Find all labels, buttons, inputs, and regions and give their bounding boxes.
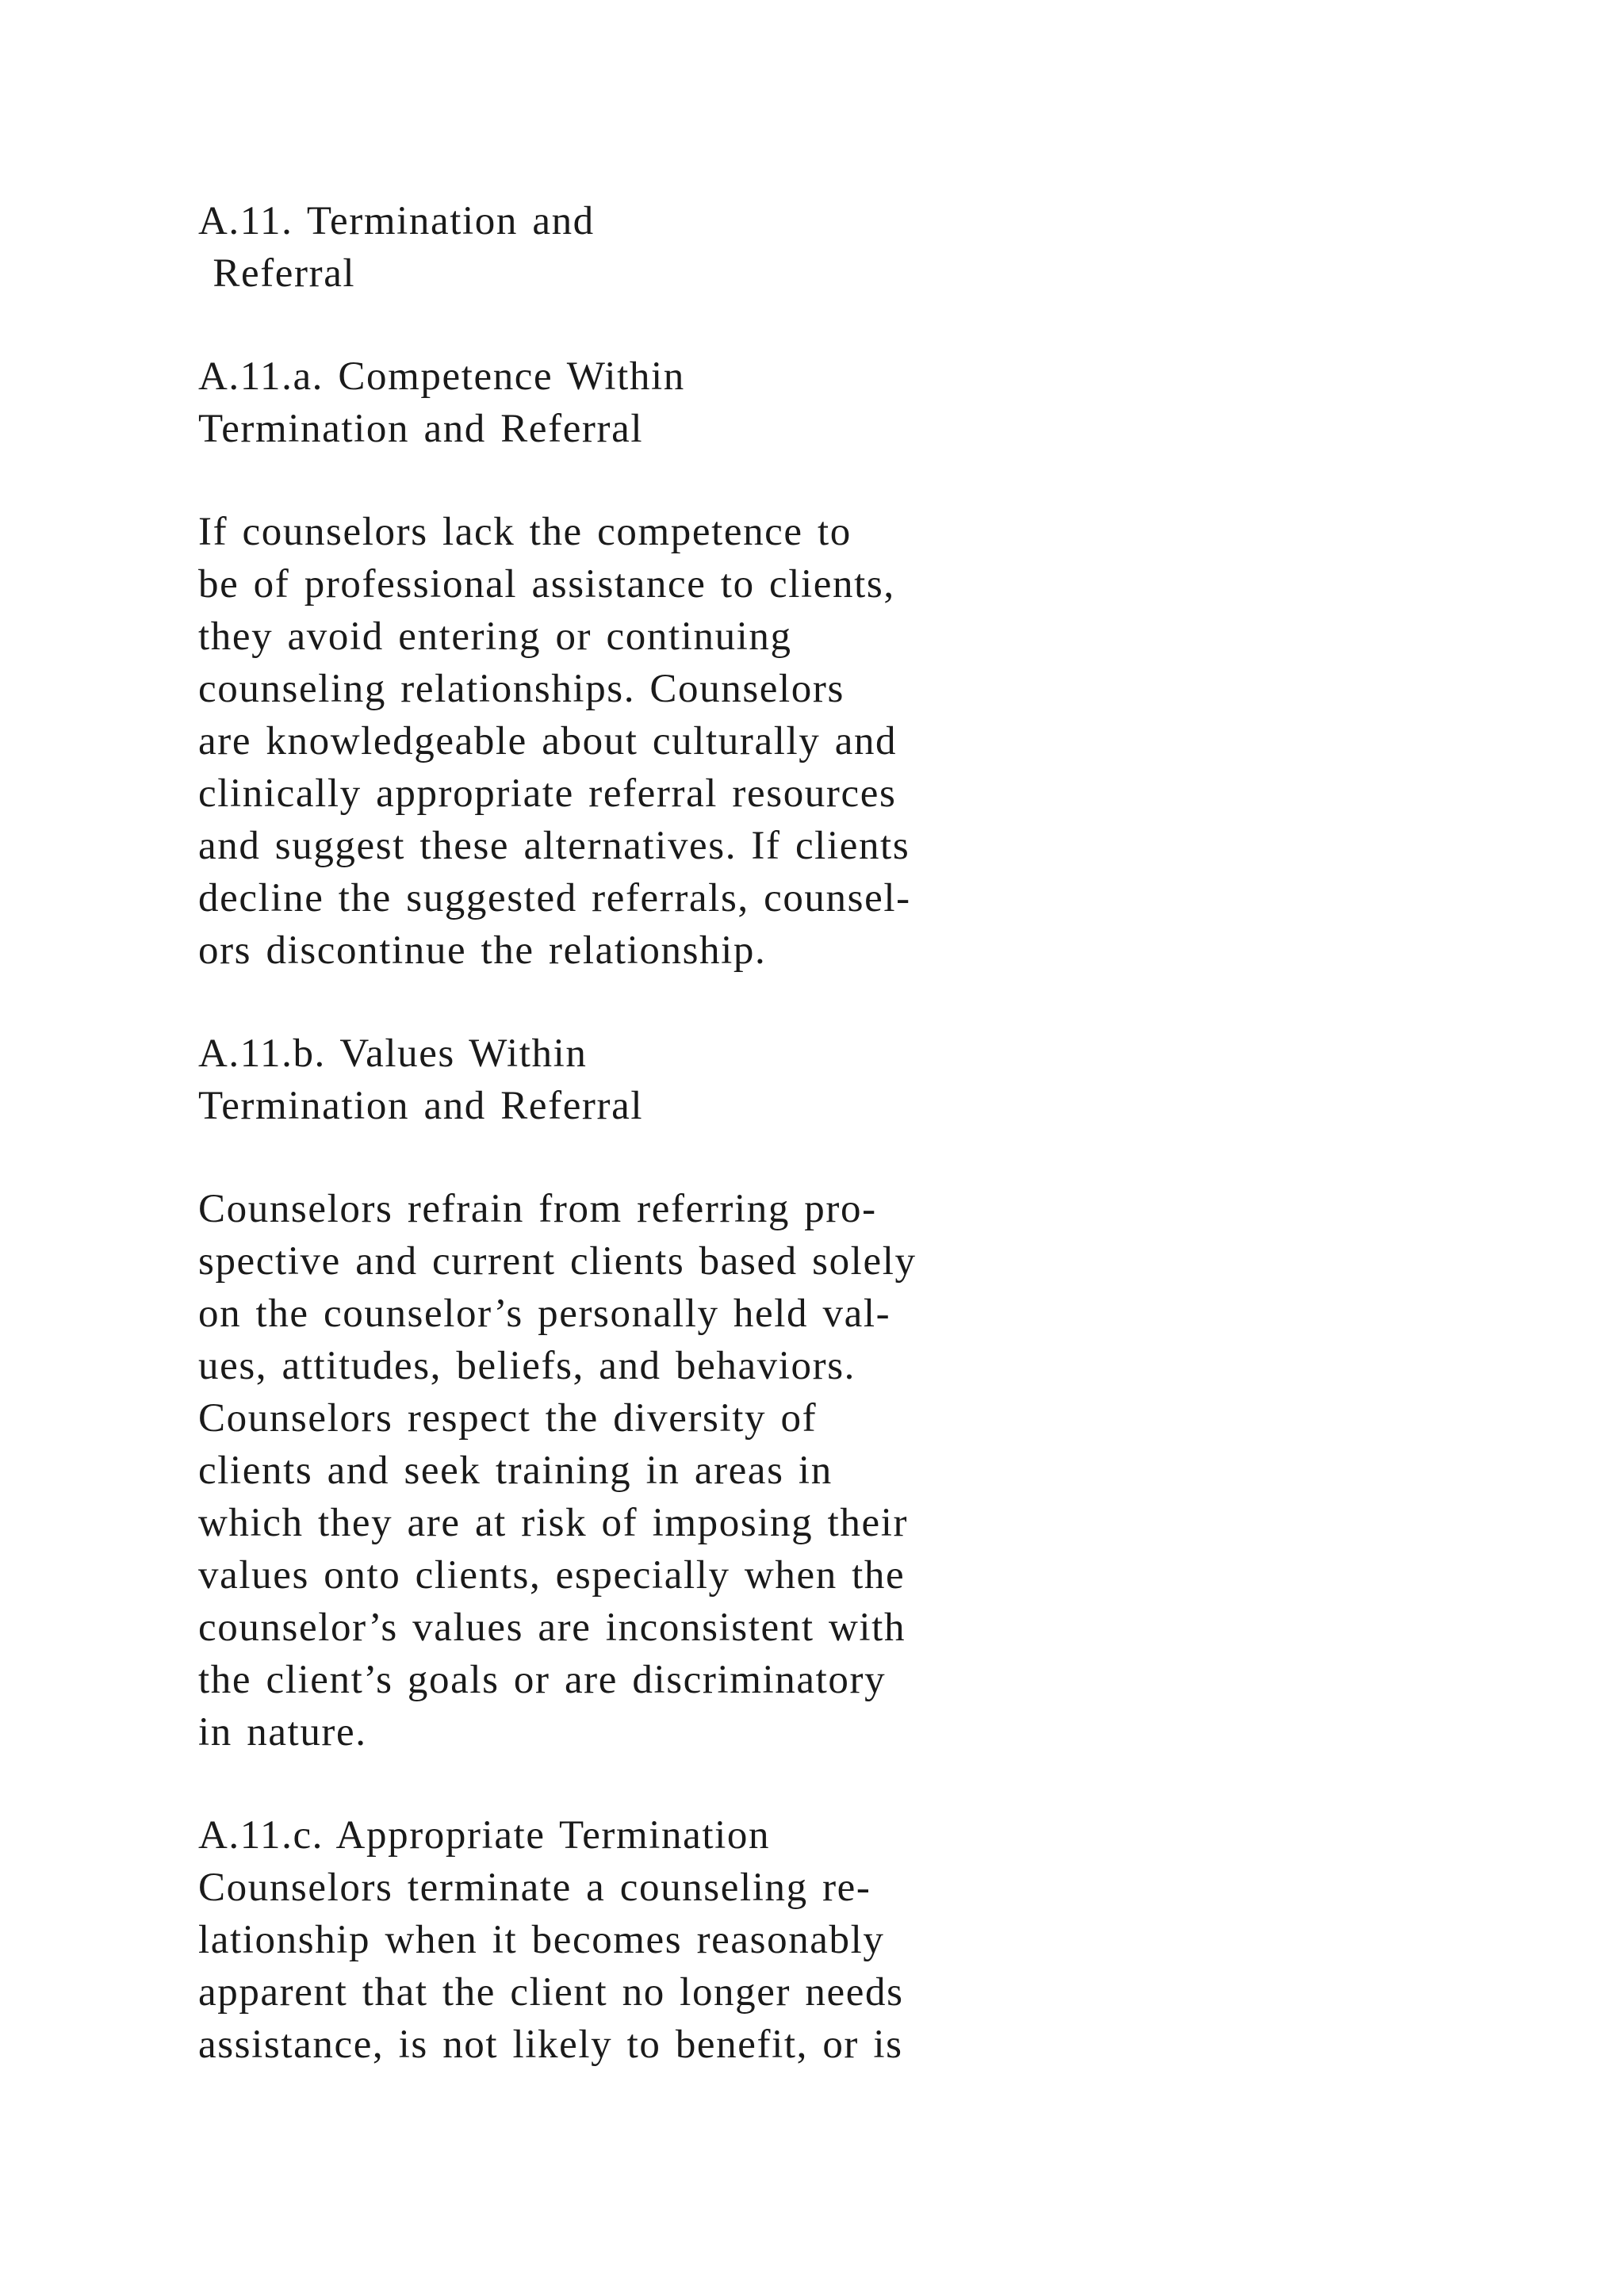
paragraph-line: If counselors lack the competence to bbox=[198, 510, 852, 554]
paragraph-line: the client’s goals or are discriminatory bbox=[198, 1658, 887, 1702]
heading-line: Termination and Referral bbox=[198, 1084, 644, 1128]
heading-line: A.11.c. Appropriate Termination bbox=[198, 1813, 771, 1858]
paragraph-line: ors discontinue the relationship. bbox=[198, 928, 767, 973]
paragraph-line: which they are at risk of imposing their bbox=[198, 1501, 909, 1545]
paragraph-line: counseling relationships. Counselors bbox=[198, 667, 845, 711]
section-heading-a11a bbox=[198, 350, 1308, 455]
paragraph-line: Counselors respect the diversity of bbox=[198, 1396, 818, 1441]
paragraph-line: decline the suggested referrals, counsel- bbox=[198, 876, 911, 920]
paragraph-line: be of professional assistance to clients, bbox=[198, 562, 895, 607]
paragraph-line: ues, attitudes, beliefs, and behaviors. bbox=[198, 1344, 856, 1388]
heading-line: Referral bbox=[198, 251, 356, 296]
paragraph-line: they avoid entering or continuing bbox=[198, 614, 792, 659]
paragraph-line: and suggest these alternatives. If clients bbox=[198, 824, 910, 868]
paragraph-line: on the counselor’s personally held val- bbox=[198, 1292, 891, 1336]
section-heading-a11b bbox=[198, 1027, 1308, 1132]
paragraph-line: Counselors refrain from referring pro- bbox=[198, 1187, 877, 1231]
paragraph-line: assistance, is not likely to benefit, or is bbox=[198, 2022, 903, 2067]
paragraph-line: clients and seek training in areas in bbox=[198, 1448, 833, 1493]
text-column bbox=[198, 195, 1308, 2071]
paragraph-line: Counselors terminate a counseling re- bbox=[198, 1866, 871, 1910]
heading-line: A.11.b. Values Within bbox=[198, 1031, 588, 1076]
paragraph-line: are knowledgeable about culturally and bbox=[198, 719, 898, 763]
paragraph-line: apparent that the client no longer needs bbox=[198, 1970, 904, 2015]
paragraph-a11b bbox=[198, 1183, 1308, 1758]
paragraph-line: in nature. bbox=[198, 1710, 367, 1755]
heading-line: A.11. Termination and bbox=[198, 199, 595, 243]
paragraph-line: values onto clients, especially when the bbox=[198, 1553, 906, 1598]
section-a11c bbox=[198, 1809, 1308, 2071]
heading-line: Termination and Referral bbox=[198, 407, 644, 451]
section-heading-a11 bbox=[198, 195, 1308, 300]
paragraph-line: counselor’s values are inconsistent with bbox=[198, 1605, 906, 1650]
heading-line: A.11.a. Competence Within bbox=[198, 354, 685, 399]
paragraph-line: spective and current clients based solely bbox=[198, 1239, 917, 1284]
paragraph-line: clinically appropriate referral resources bbox=[198, 771, 897, 816]
paragraph-a11a bbox=[198, 506, 1308, 977]
paragraph-line: lationship when it becomes reasonably bbox=[198, 1918, 885, 1962]
